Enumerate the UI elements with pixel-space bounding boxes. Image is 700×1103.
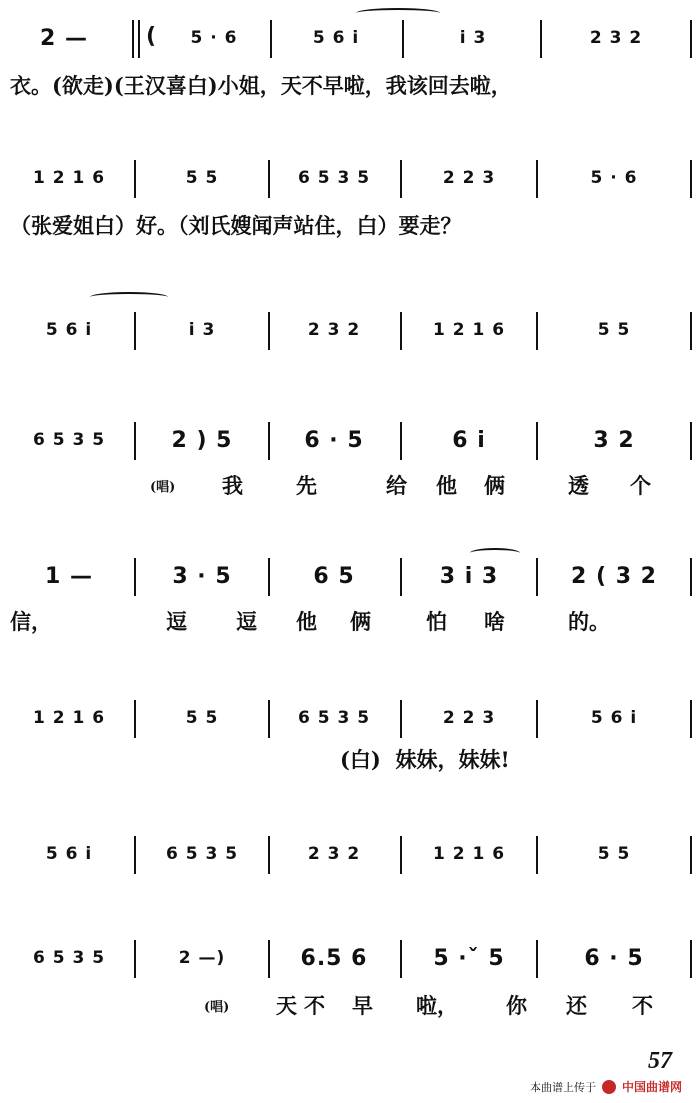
measure: 6 5 3 5 bbox=[165, 844, 239, 864]
barline bbox=[268, 160, 270, 198]
footer-caption: 本曲谱上传于 bbox=[529, 1080, 596, 1094]
measure: 5 5 bbox=[185, 708, 219, 728]
barline bbox=[690, 940, 692, 978]
lyric-word: 先 bbox=[296, 473, 317, 498]
spoken-lyric: （张爱姐白）好。（刘氏嫂闻声站住，白）要走？ bbox=[10, 213, 462, 238]
lyric-word: 个 bbox=[630, 473, 651, 498]
measure: i 3 bbox=[188, 320, 216, 340]
barline bbox=[690, 558, 692, 596]
lyric-word: 逗 bbox=[236, 609, 257, 634]
barline bbox=[536, 700, 538, 738]
sung-lyric bbox=[0, 606, 700, 636]
barline bbox=[134, 700, 136, 738]
lyric-word: 早 bbox=[352, 993, 373, 1018]
barline bbox=[400, 160, 402, 198]
measure: 1 2 1 6 bbox=[432, 320, 506, 340]
lyric-word: 俩 bbox=[350, 609, 371, 634]
measure: 6 5 3 5 bbox=[297, 708, 371, 728]
notes-row bbox=[0, 698, 700, 738]
spoken-lyric: (白) 妹妹，妹妹! bbox=[340, 747, 510, 772]
site-logo-icon bbox=[602, 1080, 616, 1094]
measure: 3 i 3 bbox=[439, 563, 499, 589]
barline bbox=[536, 558, 538, 596]
barline bbox=[268, 312, 270, 350]
lyric-word: 天 bbox=[276, 993, 297, 1018]
barline bbox=[400, 836, 402, 874]
measure: 6 5 3 5 bbox=[297, 168, 371, 188]
barline bbox=[400, 312, 402, 350]
sung-cue: (唱) bbox=[150, 480, 176, 495]
lyric-word: 信， bbox=[10, 609, 52, 634]
barline bbox=[536, 940, 538, 978]
barline bbox=[134, 836, 136, 874]
sung-lyric bbox=[0, 470, 700, 500]
measure: 3 · 5 bbox=[172, 563, 232, 589]
measure: 5 5 bbox=[597, 320, 631, 340]
lyric-word: 不 bbox=[632, 993, 653, 1018]
lyric-word: 逗 bbox=[166, 609, 187, 634]
measure: 6 5 3 5 bbox=[32, 430, 106, 450]
measure: 2 2 3 bbox=[442, 708, 496, 728]
barline bbox=[536, 312, 538, 350]
sung-cue: (唱) bbox=[204, 1000, 230, 1015]
measure: 2 3 2 bbox=[307, 320, 361, 340]
barline bbox=[134, 558, 136, 596]
lyric-word: 你 bbox=[506, 993, 527, 1018]
slur bbox=[90, 292, 168, 302]
barline bbox=[402, 20, 404, 58]
slur bbox=[356, 8, 440, 18]
barline bbox=[268, 422, 270, 460]
barline bbox=[134, 940, 136, 978]
footer-watermark bbox=[530, 1078, 682, 1095]
barline bbox=[268, 836, 270, 874]
notes-row bbox=[0, 310, 700, 350]
measure: 2 ) 5 bbox=[171, 427, 233, 453]
barline bbox=[134, 312, 136, 350]
lyric-word: 给 bbox=[386, 473, 407, 498]
measure: 6 5 3 5 bbox=[32, 948, 106, 968]
measure: 1 2 1 6 bbox=[432, 844, 506, 864]
repeat-paren: ( bbox=[146, 24, 157, 49]
measure: 5 6 i bbox=[45, 844, 93, 864]
notes-row bbox=[0, 556, 700, 596]
barline bbox=[268, 940, 270, 978]
sung-lyric bbox=[0, 990, 700, 1020]
measure: 6 · 5 bbox=[304, 427, 364, 453]
lyric-word: 啦， bbox=[416, 993, 458, 1018]
barline bbox=[690, 20, 692, 58]
measure: 2 ( 3 2 bbox=[571, 563, 657, 589]
barline bbox=[690, 700, 692, 738]
measure: 1 2 1 6 bbox=[32, 708, 106, 728]
barline bbox=[132, 20, 134, 58]
spoken-lyric: 衣。(欲走)(王汉喜白)小姐，天不早啦，我该回去啦， bbox=[10, 73, 512, 98]
notes-row bbox=[0, 18, 700, 58]
measure: 5 6 i bbox=[590, 708, 638, 728]
measure: 2 3 2 bbox=[307, 844, 361, 864]
barline bbox=[540, 20, 542, 58]
notes-row bbox=[0, 158, 700, 198]
measure: 2 2 3 bbox=[442, 168, 496, 188]
measure: 2 3 2 bbox=[589, 28, 643, 48]
barline bbox=[690, 312, 692, 350]
barline bbox=[690, 836, 692, 874]
measure: 5 · 6 bbox=[590, 168, 638, 188]
measure: 6 i bbox=[452, 427, 486, 453]
lyric-word: 啥 bbox=[484, 609, 505, 634]
page-number: 57 bbox=[648, 1048, 672, 1074]
measure: 3 2 bbox=[593, 427, 635, 453]
notes-row bbox=[0, 938, 700, 978]
notes-row bbox=[0, 834, 700, 874]
barline bbox=[536, 160, 538, 198]
barline bbox=[268, 558, 270, 596]
measure: 5 5 bbox=[185, 168, 219, 188]
measure: 6.5 6 bbox=[300, 945, 368, 971]
measure: 6 · 5 bbox=[584, 945, 644, 971]
measure: 2 — bbox=[40, 25, 88, 51]
barline bbox=[690, 160, 692, 198]
measure: 2 —) bbox=[178, 948, 226, 968]
measure: 5 · 6 bbox=[190, 28, 238, 48]
measure: 1 — bbox=[45, 563, 93, 589]
measure: 5 6 i bbox=[45, 320, 93, 340]
barline bbox=[690, 422, 692, 460]
measure: 5 6 i bbox=[312, 28, 360, 48]
barline bbox=[400, 700, 402, 738]
site-name: 中国曲谱网 bbox=[621, 1080, 682, 1094]
notes-row bbox=[0, 420, 700, 460]
measure: 5 5 bbox=[597, 844, 631, 864]
lyric-word: 他 bbox=[436, 473, 457, 498]
barline bbox=[134, 160, 136, 198]
barline bbox=[400, 940, 402, 978]
barline bbox=[536, 422, 538, 460]
barline bbox=[270, 20, 272, 58]
lyric-word: 我 bbox=[222, 473, 243, 498]
barline bbox=[536, 836, 538, 874]
lyric-word: 怕 bbox=[426, 609, 447, 634]
lyric-word: 俩 bbox=[484, 473, 505, 498]
lyric-word: 还 bbox=[566, 993, 587, 1018]
lyric-word: 他 bbox=[296, 609, 317, 634]
slur bbox=[470, 548, 520, 558]
barline bbox=[400, 422, 402, 460]
lyric-word: 不 bbox=[304, 993, 325, 1018]
lyric-word: 的。 bbox=[568, 609, 610, 634]
measure: 5 ·ˇ 5 bbox=[433, 945, 505, 971]
barline bbox=[268, 700, 270, 738]
barline bbox=[134, 422, 136, 460]
measure: 6 5 bbox=[313, 563, 355, 589]
lyric-word: 透 bbox=[568, 473, 589, 498]
measure: i 3 bbox=[459, 28, 487, 48]
measure: 1 2 1 6 bbox=[32, 168, 106, 188]
barline bbox=[400, 558, 402, 596]
